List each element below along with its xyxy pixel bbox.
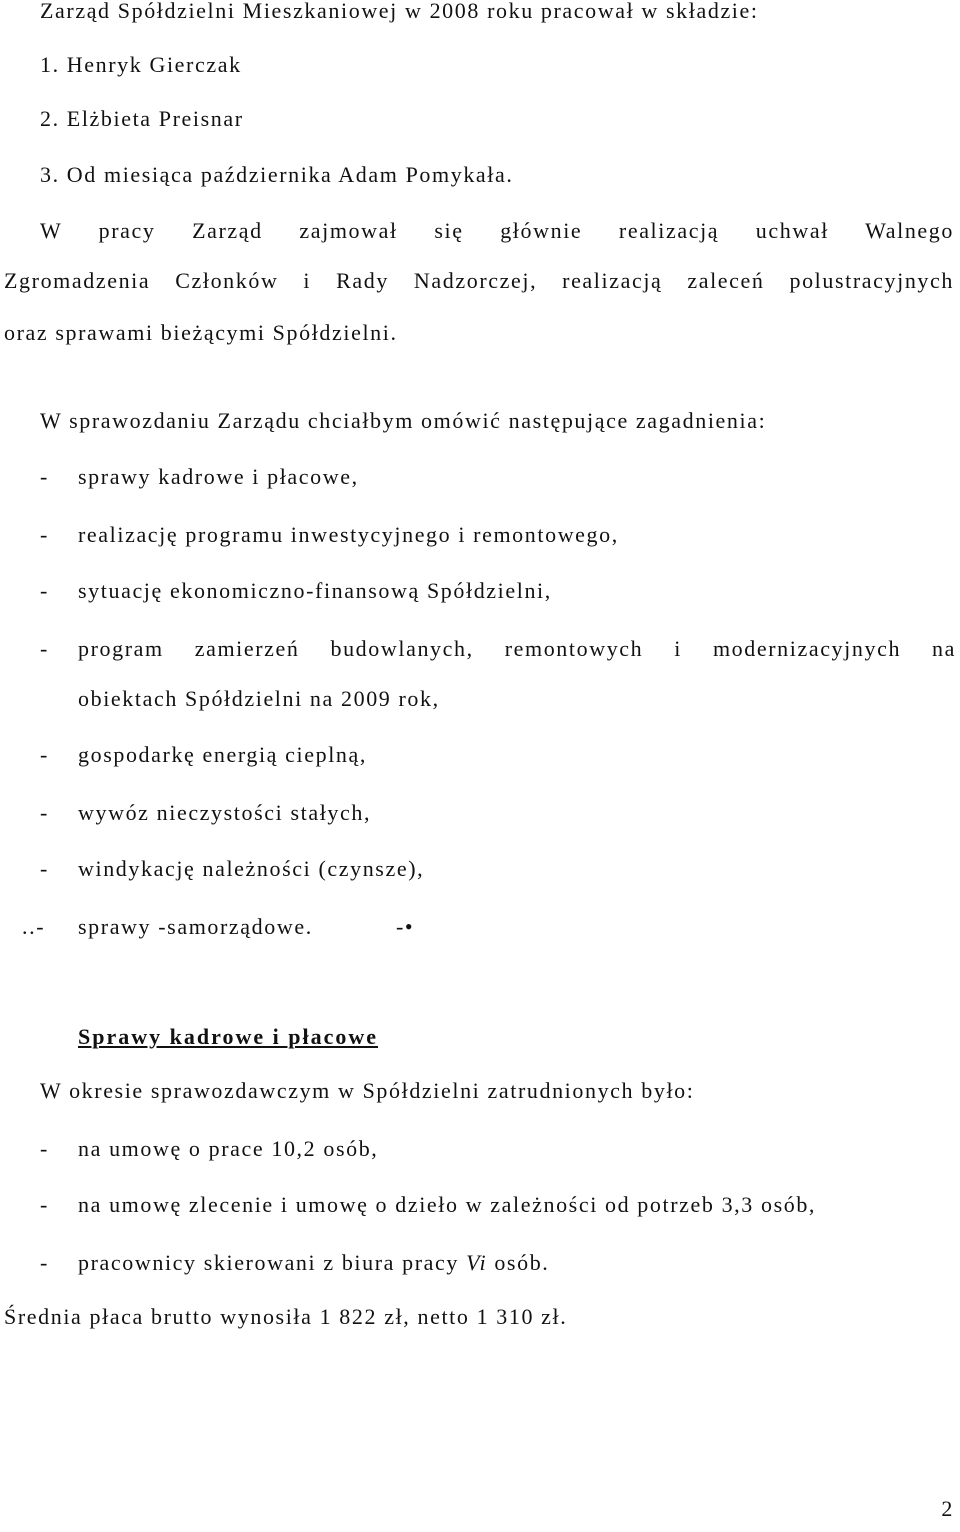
- page-number: 2: [941, 1496, 954, 1521]
- paragraph-line-2: Zgromadzenia Członków i Rady Nadzorczej, realizacją zaleceń polustracyjnych: [4, 268, 954, 293]
- list-dash: -: [40, 800, 49, 825]
- salary-line: Średnia płaca brutto wynosiła 1 822 zł, netto 1 310 zł.: [4, 1304, 568, 1329]
- report-lead: W sprawozdaniu Zarządu chciałbym omówić następujące zagadnienia:: [40, 408, 767, 433]
- section-lead: W okresie sprawozdawczym w Spółdzielni zatrudnionych było:: [40, 1078, 695, 1103]
- list-item-text: pracownicy skierowani z biura pracy: [78, 1250, 459, 1275]
- paragraph-line-3: oraz sprawami bieżącymi Spółdzielni.: [4, 320, 398, 345]
- board-member-1: 1. Henryk Gierczak: [40, 52, 242, 77]
- board-member-2: 2. Elżbieta Preisnar: [40, 106, 244, 131]
- list-item: realizację programu inwestycyjnego i remontowego,: [78, 522, 619, 547]
- stray-mark: -•: [396, 914, 415, 939]
- list-dash: -: [40, 578, 49, 603]
- list-item: gospodarkę energią cieplną,: [78, 742, 367, 767]
- paragraph-line-1: W pracy Zarząd zajmował się głównie realizacją uchwał Walnego: [40, 218, 954, 243]
- list-item: na umowę zlecenie i umowę o dzieło w zależności od potrzeb 3,3 osób,: [78, 1192, 817, 1217]
- list-item-text: osób.: [494, 1250, 550, 1275]
- list-item: [78, 1250, 549, 1276]
- list-item-continuation: obiektach Spółdzielni na 2009 rok,: [78, 686, 440, 711]
- list-dash: -: [40, 742, 49, 767]
- list-dash: -: [40, 1192, 49, 1217]
- section-heading: Sprawy kadrowe i płacowe: [78, 1024, 378, 1049]
- list-dash: -: [40, 1136, 49, 1161]
- list-dash: -: [40, 856, 49, 881]
- list-dash-prefix: ..-: [22, 914, 46, 939]
- list-item-italic: Vi: [466, 1250, 488, 1275]
- list-item: sprawy -samorządowe.: [78, 914, 313, 939]
- list-item: na umowę o prace 10,2 osób,: [78, 1136, 379, 1161]
- list-dash: -: [40, 522, 49, 547]
- board-composition-line: Zarząd Spółdzielni Mieszkaniowej w 2008 roku pracował w składzie:: [40, 0, 759, 23]
- list-item: program zamierzeń budowlanych, remontowych i modernizacyjnych na: [78, 636, 956, 661]
- list-item: sprawy kadrowe i płacowe,: [78, 464, 359, 489]
- board-member-3: 3. Od miesiąca października Adam Pomykała.: [40, 162, 514, 187]
- list-dash: -: [40, 636, 49, 661]
- list-item: wywóz nieczystości stałych,: [78, 800, 372, 825]
- list-item: sytuację ekonomiczno-finansową Spółdzielni,: [78, 578, 552, 603]
- list-dash: -: [40, 464, 49, 489]
- list-dash: -: [40, 1250, 49, 1275]
- list-item: windykację należności (czynsze),: [78, 856, 425, 881]
